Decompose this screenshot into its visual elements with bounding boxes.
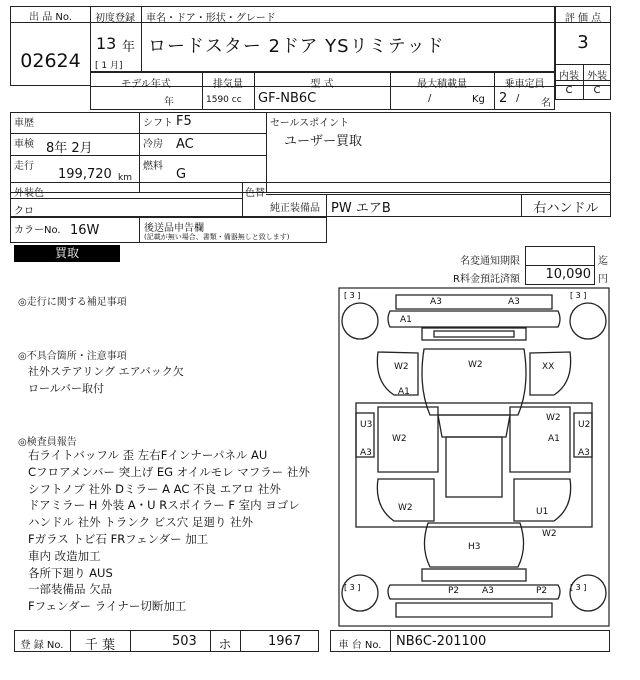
inspector-line: Cフロアメンバー 突上げ EG オイルモレ マフラー 社外 [28, 464, 310, 479]
car-name: ロードスター 2ドア YSリミテッド [148, 36, 445, 57]
equipment-label: 純正装備品 [270, 203, 320, 214]
door-left [378, 407, 438, 472]
lot-number: 02624 [20, 50, 81, 72]
rear-bumper-bottom [396, 603, 552, 617]
damage-mark: W2 [546, 413, 561, 423]
registration-number: 1967 [268, 634, 302, 649]
capacity-label: 乗車定員 [504, 79, 545, 90]
first-reg-year: 13 [96, 34, 117, 53]
model-year-label: モデル年式 [121, 79, 171, 90]
recycle-value: 10,090 [545, 267, 591, 282]
damage-mark: A3 [430, 297, 442, 307]
tire-bracket-bl: [ 3 ] [344, 583, 361, 592]
capacity-slash: / [516, 93, 520, 104]
ac-value: AC [176, 137, 194, 152]
shift-value: F5 [176, 114, 192, 129]
divider [141, 6, 142, 72]
car-damage-diagram [338, 287, 610, 627]
front-bumper-top [396, 295, 552, 309]
equipment-value: PW エアB [331, 201, 391, 216]
damage-mark: A3 [360, 448, 372, 458]
divider [10, 133, 266, 134]
rear-garnish [422, 569, 526, 581]
damage-mark: A3 [578, 448, 590, 458]
damage-mark: A3 [482, 586, 494, 596]
damage-mark: W2 [468, 360, 483, 370]
tire-rear-right [570, 575, 606, 611]
chassis-label: 車 台 No. [338, 640, 382, 651]
windshield [438, 415, 510, 437]
damage-mark: U3 [360, 420, 373, 430]
damage-mark: A1 [400, 315, 412, 325]
divider [555, 22, 611, 23]
divider [90, 22, 555, 23]
first-reg-label: 初度登録 [95, 13, 135, 24]
exterior-label: 外装 [587, 71, 607, 82]
fender-front-right [530, 352, 571, 395]
divider [242, 182, 243, 217]
aftermarket-note: (記載が無い場合、書類・備器無しと致します) [144, 233, 290, 241]
color-no-value: 16W [70, 223, 100, 238]
mileage-value: 199,720 [58, 167, 112, 182]
damage-mark: U1 [536, 507, 549, 517]
fuel-label: 燃料 [143, 161, 163, 172]
inspector-line: Fガラス トビ石 FRフェンダー 加工 [28, 531, 209, 546]
damage-mark: W2 [394, 362, 409, 372]
inspector-title: ◎検査員報告 [18, 437, 77, 448]
steering-value: 右ハンドル [533, 201, 599, 216]
displacement-label: 排気量 [213, 79, 243, 90]
defect-line: ロールバー取付 [28, 382, 105, 395]
damage-mark: U2 [578, 420, 591, 430]
model-year-unit: 年 [164, 97, 174, 108]
score-label: 評 価 点 [564, 13, 602, 24]
meihen-unit: 迄 [598, 256, 608, 267]
tire-bracket-tl: [ 3 ] [344, 291, 361, 300]
divider [139, 217, 140, 243]
inspector-line: Fフェンダー ライナー切断加工 [28, 599, 187, 614]
color-no-label: カラーNo. [14, 225, 61, 236]
inspector-line: 車内 改造加工 [28, 548, 101, 563]
inspection-value: 8年 2月 [46, 141, 93, 156]
registration-class: 503 [172, 634, 197, 649]
first-reg-month: [ 1 月] [95, 61, 123, 71]
ac-label: 冷房 [143, 139, 163, 150]
divider [139, 112, 140, 193]
tire-rear-left [342, 575, 378, 611]
model-type: GF-NB6C [258, 91, 317, 106]
driving-title: ◎走行に関する補足事項 [18, 297, 127, 308]
inspector-line: ドアミラー H 外装 A・U Rスポイラー F 室内 ヨゴレ [28, 498, 300, 513]
year-unit: 年 [122, 40, 136, 55]
capacity-unit: 名 [541, 98, 551, 109]
capacity-value: 2 [499, 91, 508, 106]
divider [390, 630, 391, 652]
divider [326, 194, 327, 217]
inspector-line: シフトノブ 社外 Dミラー A AC 不良 エアロ 社外 [28, 481, 281, 496]
lot-label: 出 品 No. [29, 12, 72, 23]
divider [10, 198, 242, 199]
recycle-label: R料金預託済額 [453, 274, 520, 285]
history-label: 車歴 [14, 118, 34, 129]
door-right [510, 407, 570, 472]
registration-area: 千 葉 [84, 638, 116, 653]
inspector-line: 各所下廻り AUS [28, 565, 113, 580]
defect-list [28, 363, 184, 397]
divider [266, 112, 267, 193]
sales-point-value: ユーザー買取 [284, 134, 363, 149]
divider [240, 630, 241, 652]
damage-mark: A1 [548, 434, 560, 444]
damage-mark: P2 [536, 586, 548, 596]
inspection-label: 車検 [14, 139, 34, 150]
fender-rear-left [377, 479, 434, 521]
max-load-unit: Kg [472, 94, 485, 105]
divider [266, 194, 611, 195]
tire-front-right [570, 303, 606, 339]
inspector-list [28, 447, 310, 615]
mileage-label: 走行 [14, 161, 34, 172]
meihen-label: 名変通知期限 [460, 256, 520, 267]
mileage-unit: km [118, 173, 132, 183]
defect-line: 社外ステアリング エアバック欠 [28, 365, 184, 378]
cabin [446, 437, 502, 497]
exterior-color-value: クロ [14, 206, 34, 217]
max-load-slash: / [428, 93, 432, 104]
name-label: 車名・ドア・形状・グレード [146, 13, 276, 24]
tire-bracket-br: [ 3 ] [570, 583, 587, 592]
interior-label: 内装 [559, 71, 579, 82]
registration-kana: ホ [218, 638, 232, 653]
sales-point-label: セールスポイント [270, 118, 350, 129]
color-change-label: 色替 [245, 188, 265, 199]
registration-label: 登 録 No. [20, 640, 64, 651]
inspector-line: 一部装備品 欠品 [28, 582, 113, 597]
front-bumper [388, 311, 560, 327]
inspector-line: 右ライトバッフル 歪 左右Fインナーパネル AU [28, 448, 268, 462]
shift-label: シフト [143, 118, 173, 129]
status-bar: 買取 [14, 245, 120, 262]
hood [422, 349, 526, 415]
chassis-number: NB6C-201100 [396, 634, 487, 649]
damage-mark: W2 [392, 434, 407, 444]
front-grille [422, 328, 526, 340]
grille-inner [434, 331, 514, 337]
tire-front-left [342, 303, 378, 339]
inspector-line: ハンドル 社外 トランク ビス穴 足廻り 社外 [28, 515, 254, 530]
fuel-value: G [176, 167, 187, 182]
meihen-box [525, 246, 595, 266]
max-load-label: 最大積載量 [417, 79, 467, 90]
damage-mark: XX [542, 362, 555, 372]
rear-bumper [388, 585, 560, 599]
score-value: 3 [577, 32, 589, 53]
damage-mark: A3 [508, 297, 520, 307]
type-label: 型 式 [310, 79, 334, 90]
defect-title: ◎不具合箇所・注意事項 [18, 351, 127, 362]
displacement-value: 1590 cc [206, 95, 242, 105]
damage-mark: W2 [398, 503, 413, 513]
exterior-color-label: 外装色 [14, 188, 44, 199]
interior-grade: C [565, 85, 573, 96]
divider [10, 22, 91, 23]
damage-mark: A1 [398, 387, 410, 397]
damage-mark: W2 [542, 529, 557, 539]
tire-bracket-tr: [ 3 ] [570, 291, 587, 300]
damage-mark: P2 [448, 586, 460, 596]
divider [130, 630, 131, 652]
recycle-unit: 円 [598, 274, 608, 285]
damage-mark: H3 [468, 542, 481, 552]
exterior-grade: C [593, 85, 601, 96]
aftermarket-label: 後送品申告欄 [144, 223, 204, 234]
